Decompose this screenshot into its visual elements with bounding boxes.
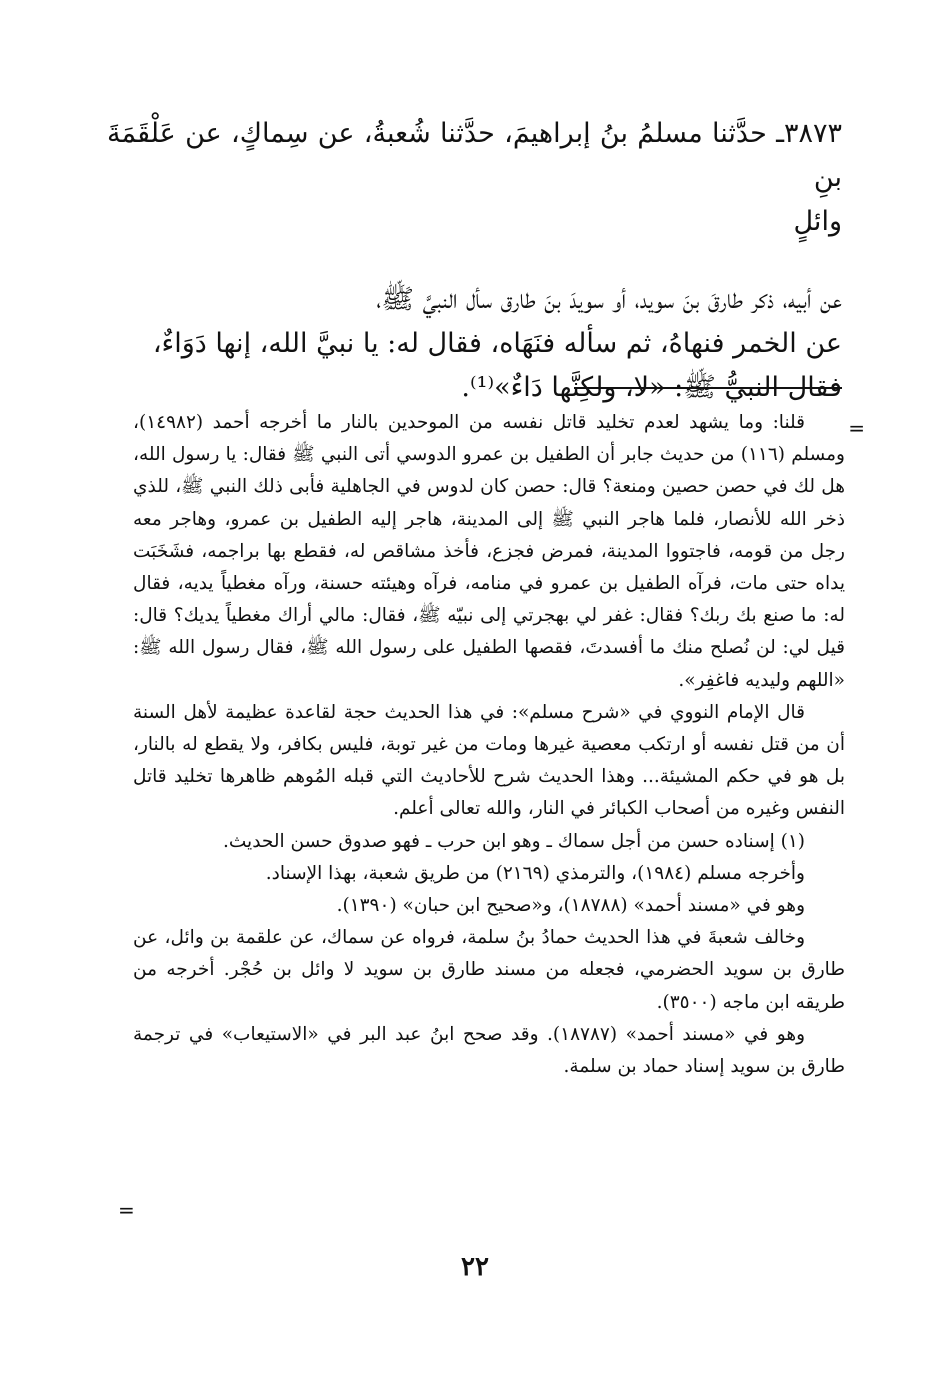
footnote-paragraph: قال الإمام النووي في «شرح مسلم»: في هذا الحديث حجة لقاعدة عظيمة لأهل السنة أن من قتل نفسه أو ارتكب معصية غيرها ومات من غير توبة، فليس بكافر، ولا يقطع له بالنار، بل هو في حكم المشيئة... وهذا الحديث شرح للأحاديث التي قبله المُوهم ظاهرها تخليد قاتل النفس وغيره من أصحاب الكبائر في النار، والله تعالى أعلم.	[133, 701, 845, 820]
footnote-divider	[574, 387, 842, 389]
footnote-paragraph: وهو في «مسند أحمد» (١٨٧٨٨)، و«صحيح ابن حبان» (١٣٩٠).	[336, 895, 805, 917]
page-number: ٢٢	[461, 1252, 489, 1282]
footnote-paragraph: وهو في «مسند أحمد» (١٨٧٨٧). وقد صحح ابنُ عبد البر في «الاستيعاب» في ترجمة طارق بن سويد إسناد حماد بن سلمة.	[133, 1023, 845, 1078]
footnote-paragraph: قلنا: وما يشهد لعدم تخليد قاتل نفسه من الموحدين بالنار ما أخرجه أحمد (١٤٩٨٢)، ومسلم (١١٦) من حديث جابر أن الطفيل بن عمرو الدوسي أتى النبي ﷺ فقال: يا رسول الله، هل لك في حصن حصين ومنعة؟ قال: حصن كان لدوس في الجاهلية فأبى ذلك النبي ﷺ، للذي ذخر الله للأنصار، فلما هاجر النبي ﷺ إلى المدينة، هاجر إليه الطفيل بن عمرو، وهاجر معه رجل من قومه، فاجتووا المدينة، فمرض فجزع، فأخذ مشاقص له، فقطع بها براجمه، فشَخَبَت يداه حتى مات، فرآه الطفيل بن عمرو في منامه، فرآه وهيئته حسنة، ورآه مغطياً يديه، فقال له: ما صنع بك ربك؟ فقال: غفر لي بهجرتي إلى نبيّه ﷺ، فقال: مالي أراك مغطياً يديك؟ قال: قيل لي: لن نُصلح منك ما أفسدتَ، فقصها الطفيل على رسول الله ﷺ، فقال رسول الله ﷺ: «اللهم وليديه فاغفِر».	[133, 412, 845, 691]
hadith-text	[107, 112, 842, 410]
footnotes	[133, 407, 845, 1083]
hadith-line: عن أبيه، ذكر طارقَ بنَ سويد، أو سويدَ بنَ طارق سأل النبيَّ ﷺ،	[376, 284, 842, 315]
hadith-line: وائلٍ	[793, 206, 842, 237]
footnote-paragraph: وخالف شعبةَ في هذا الحديث حمادُ بنُ سلمة، فرواه عن سماك، عن علقمة بن وائل، عن طارق بن سويد الحضرمي، فجعله من مسند طارق بن سويد لا وائل بن حُجْر. أخرجه من طريقه ابن ماجه (٣٥٠٠).	[133, 927, 845, 1013]
continuation-mark-top: =	[848, 416, 865, 440]
footnote-paragraph: (١) إسناده حسن من أجل سماك ـ وهو ابن حرب ـ فهو صدوق حسن الحديث.	[223, 830, 805, 852]
paragraph-gap	[107, 244, 842, 278]
hadith-line: فقال النبيُّ ﷺ: «لا، ولكِنَّها دَاءٌ»⁽¹⁾.	[461, 372, 842, 403]
hadith-line: ٣٨٧٣ـ حدَّثنا مسلمُ بنُ إبراهيمَ، حدَّثنا شُعبةُ، عن سِماكٍ، عن عَلْقَمَةَ بنِ	[107, 118, 842, 193]
continuation-mark-bottom: =	[118, 1198, 135, 1222]
hadith-line: عن الخمر فنهاهُ، ثم سأله فنَهَاه، فقال له: يا نبيَّ الله، إنها دَوَاءٌ،	[152, 328, 842, 359]
footnote-paragraph: وأخرجه مسلم (١٩٨٤)، والترمذي (٢١٦٩) من طريق شعبة، بهذا الإسناد.	[265, 862, 805, 884]
